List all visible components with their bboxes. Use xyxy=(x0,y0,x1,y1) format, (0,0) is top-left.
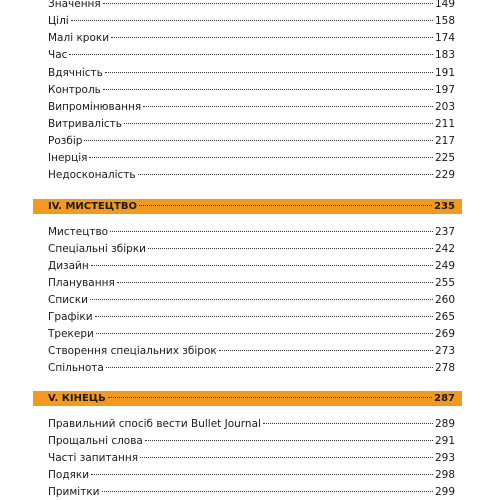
toc-entry[interactable] xyxy=(48,450,455,466)
toc-entry-page: 293 xyxy=(434,452,455,464)
leader-dots xyxy=(102,491,433,492)
toc-entry-label: Подяки xyxy=(48,469,90,481)
toc-entry-label: Спільнота xyxy=(48,362,104,374)
toc-entry-label: Контроль xyxy=(48,84,101,96)
toc-entry-page: 255 xyxy=(434,277,455,289)
toc-entry-page: 242 xyxy=(434,243,455,255)
toc-entry[interactable] xyxy=(48,258,455,274)
leader-dots xyxy=(143,106,433,107)
leader-dots xyxy=(96,333,433,334)
section-title: IV. МИСТЕЦТВО xyxy=(48,201,137,212)
toc-entry-label: Значення xyxy=(48,0,101,10)
toc-entry-label: Правильний спосіб вести Bullet Journal xyxy=(48,418,261,430)
toc-entry-label: Часті запитання xyxy=(48,452,139,464)
toc-entry-label: Планування xyxy=(48,277,115,289)
toc-entry[interactable] xyxy=(48,13,455,29)
section-title: V. КІНЕЦЬ xyxy=(48,393,106,404)
toc-entry-page: 149 xyxy=(434,0,455,10)
toc-entry-label: Дизайн xyxy=(48,260,89,272)
leader-dots xyxy=(139,205,432,206)
leader-dots xyxy=(148,248,433,249)
toc-entry-label: Створення спеціальних збірок xyxy=(48,345,217,357)
leader-dots xyxy=(108,397,432,398)
toc-entry-label: Прощальні слова xyxy=(48,435,143,447)
toc-entry-label: Випромінювання xyxy=(48,101,142,113)
leader-dots xyxy=(138,174,433,175)
leader-dots xyxy=(89,157,432,158)
leader-dots xyxy=(69,54,433,55)
leader-dots xyxy=(91,265,433,266)
leader-dots xyxy=(84,140,433,141)
toc-entry-page: 249 xyxy=(434,260,455,272)
toc-entry-page: 203 xyxy=(434,101,455,113)
toc-entry-label: Списки xyxy=(48,294,88,306)
toc-entry-page: 289 xyxy=(434,418,455,430)
toc-entry[interactable] xyxy=(48,416,455,432)
toc-entry-label: Спеціальні збірки xyxy=(48,243,146,255)
toc-entry-page: 278 xyxy=(434,362,455,374)
toc-entry[interactable] xyxy=(48,343,455,359)
leader-dots xyxy=(140,457,433,458)
toc-entry[interactable] xyxy=(48,133,455,149)
toc-entry[interactable] xyxy=(48,82,455,98)
leader-dots xyxy=(111,37,433,38)
toc-entry[interactable] xyxy=(48,30,455,46)
toc-entry-page: 260 xyxy=(434,294,455,306)
toc-entry-label: Час xyxy=(48,49,68,61)
toc-entry-label: Витривалість xyxy=(48,118,122,130)
leader-dots xyxy=(106,367,433,368)
toc-entry-page: 211 xyxy=(434,118,455,130)
toc-entry-page: 291 xyxy=(434,435,455,447)
toc-entry[interactable] xyxy=(48,0,455,12)
leader-dots xyxy=(91,474,433,475)
toc-entry-label: Розбір xyxy=(48,135,83,147)
toc-entry-page: 265 xyxy=(434,311,455,323)
toc-entry-page: 183 xyxy=(434,49,455,61)
toc-entry-page: 174 xyxy=(434,32,455,44)
toc-entry-label: Малі кроки xyxy=(48,32,110,44)
toc-entry-page: 197 xyxy=(434,84,455,96)
leader-dots xyxy=(71,20,433,21)
toc-entry-label: Примітки xyxy=(48,486,100,498)
toc-entry[interactable] xyxy=(48,467,455,483)
toc-entry-label: Вдячність xyxy=(48,67,103,79)
leader-dots xyxy=(110,231,433,232)
toc-entry[interactable] xyxy=(48,326,455,342)
toc-entry-page: 273 xyxy=(434,345,455,357)
toc-entry[interactable] xyxy=(48,116,455,132)
leader-dots xyxy=(105,72,433,73)
toc-entry-label: Цілі xyxy=(48,15,69,27)
toc-entry[interactable] xyxy=(48,167,455,183)
section-header[interactable] xyxy=(48,391,455,406)
toc-entry[interactable] xyxy=(48,65,455,81)
leader-dots xyxy=(103,3,433,4)
toc-entry-label: Інерція xyxy=(48,152,88,164)
toc-entry-label: Графіки xyxy=(48,311,93,323)
toc-entry[interactable] xyxy=(48,224,455,240)
toc-entry-page: 298 xyxy=(434,469,455,481)
toc-entry-label: Трекери xyxy=(48,328,94,340)
leader-dots xyxy=(103,89,433,90)
section-header[interactable] xyxy=(48,199,455,214)
toc-entry-page: 158 xyxy=(434,15,455,27)
toc-entry-page: 229 xyxy=(434,169,455,181)
toc-entry[interactable] xyxy=(48,292,455,308)
toc-entry[interactable] xyxy=(48,241,455,257)
leader-dots xyxy=(95,316,433,317)
leader-dots xyxy=(117,282,433,283)
toc-entry[interactable] xyxy=(48,309,455,325)
leader-dots xyxy=(263,423,433,424)
section-page: 287 xyxy=(434,393,455,404)
toc-entry[interactable] xyxy=(48,99,455,115)
toc-entry[interactable] xyxy=(48,360,455,376)
section-page: 235 xyxy=(434,201,455,212)
toc-entry[interactable] xyxy=(48,484,455,500)
toc-entry-page: 225 xyxy=(434,152,455,164)
leader-dots xyxy=(124,123,433,124)
leader-dots xyxy=(90,299,433,300)
toc-entry-page: 299 xyxy=(434,486,455,498)
toc-entry-page: 191 xyxy=(434,67,455,79)
toc-entry[interactable] xyxy=(48,433,455,449)
toc-entry[interactable] xyxy=(48,275,455,291)
toc-entry-label: Мистецтво xyxy=(48,226,109,238)
leader-dots xyxy=(219,350,433,351)
leader-dots xyxy=(145,440,433,441)
toc-entry-page: 237 xyxy=(434,226,455,238)
toc-entry[interactable] xyxy=(48,47,455,63)
toc-entry-page: 217 xyxy=(434,135,455,147)
toc-entry[interactable] xyxy=(48,150,455,166)
toc-entry-page: 269 xyxy=(434,328,455,340)
toc-entry-label: Недосконалість xyxy=(48,169,136,181)
